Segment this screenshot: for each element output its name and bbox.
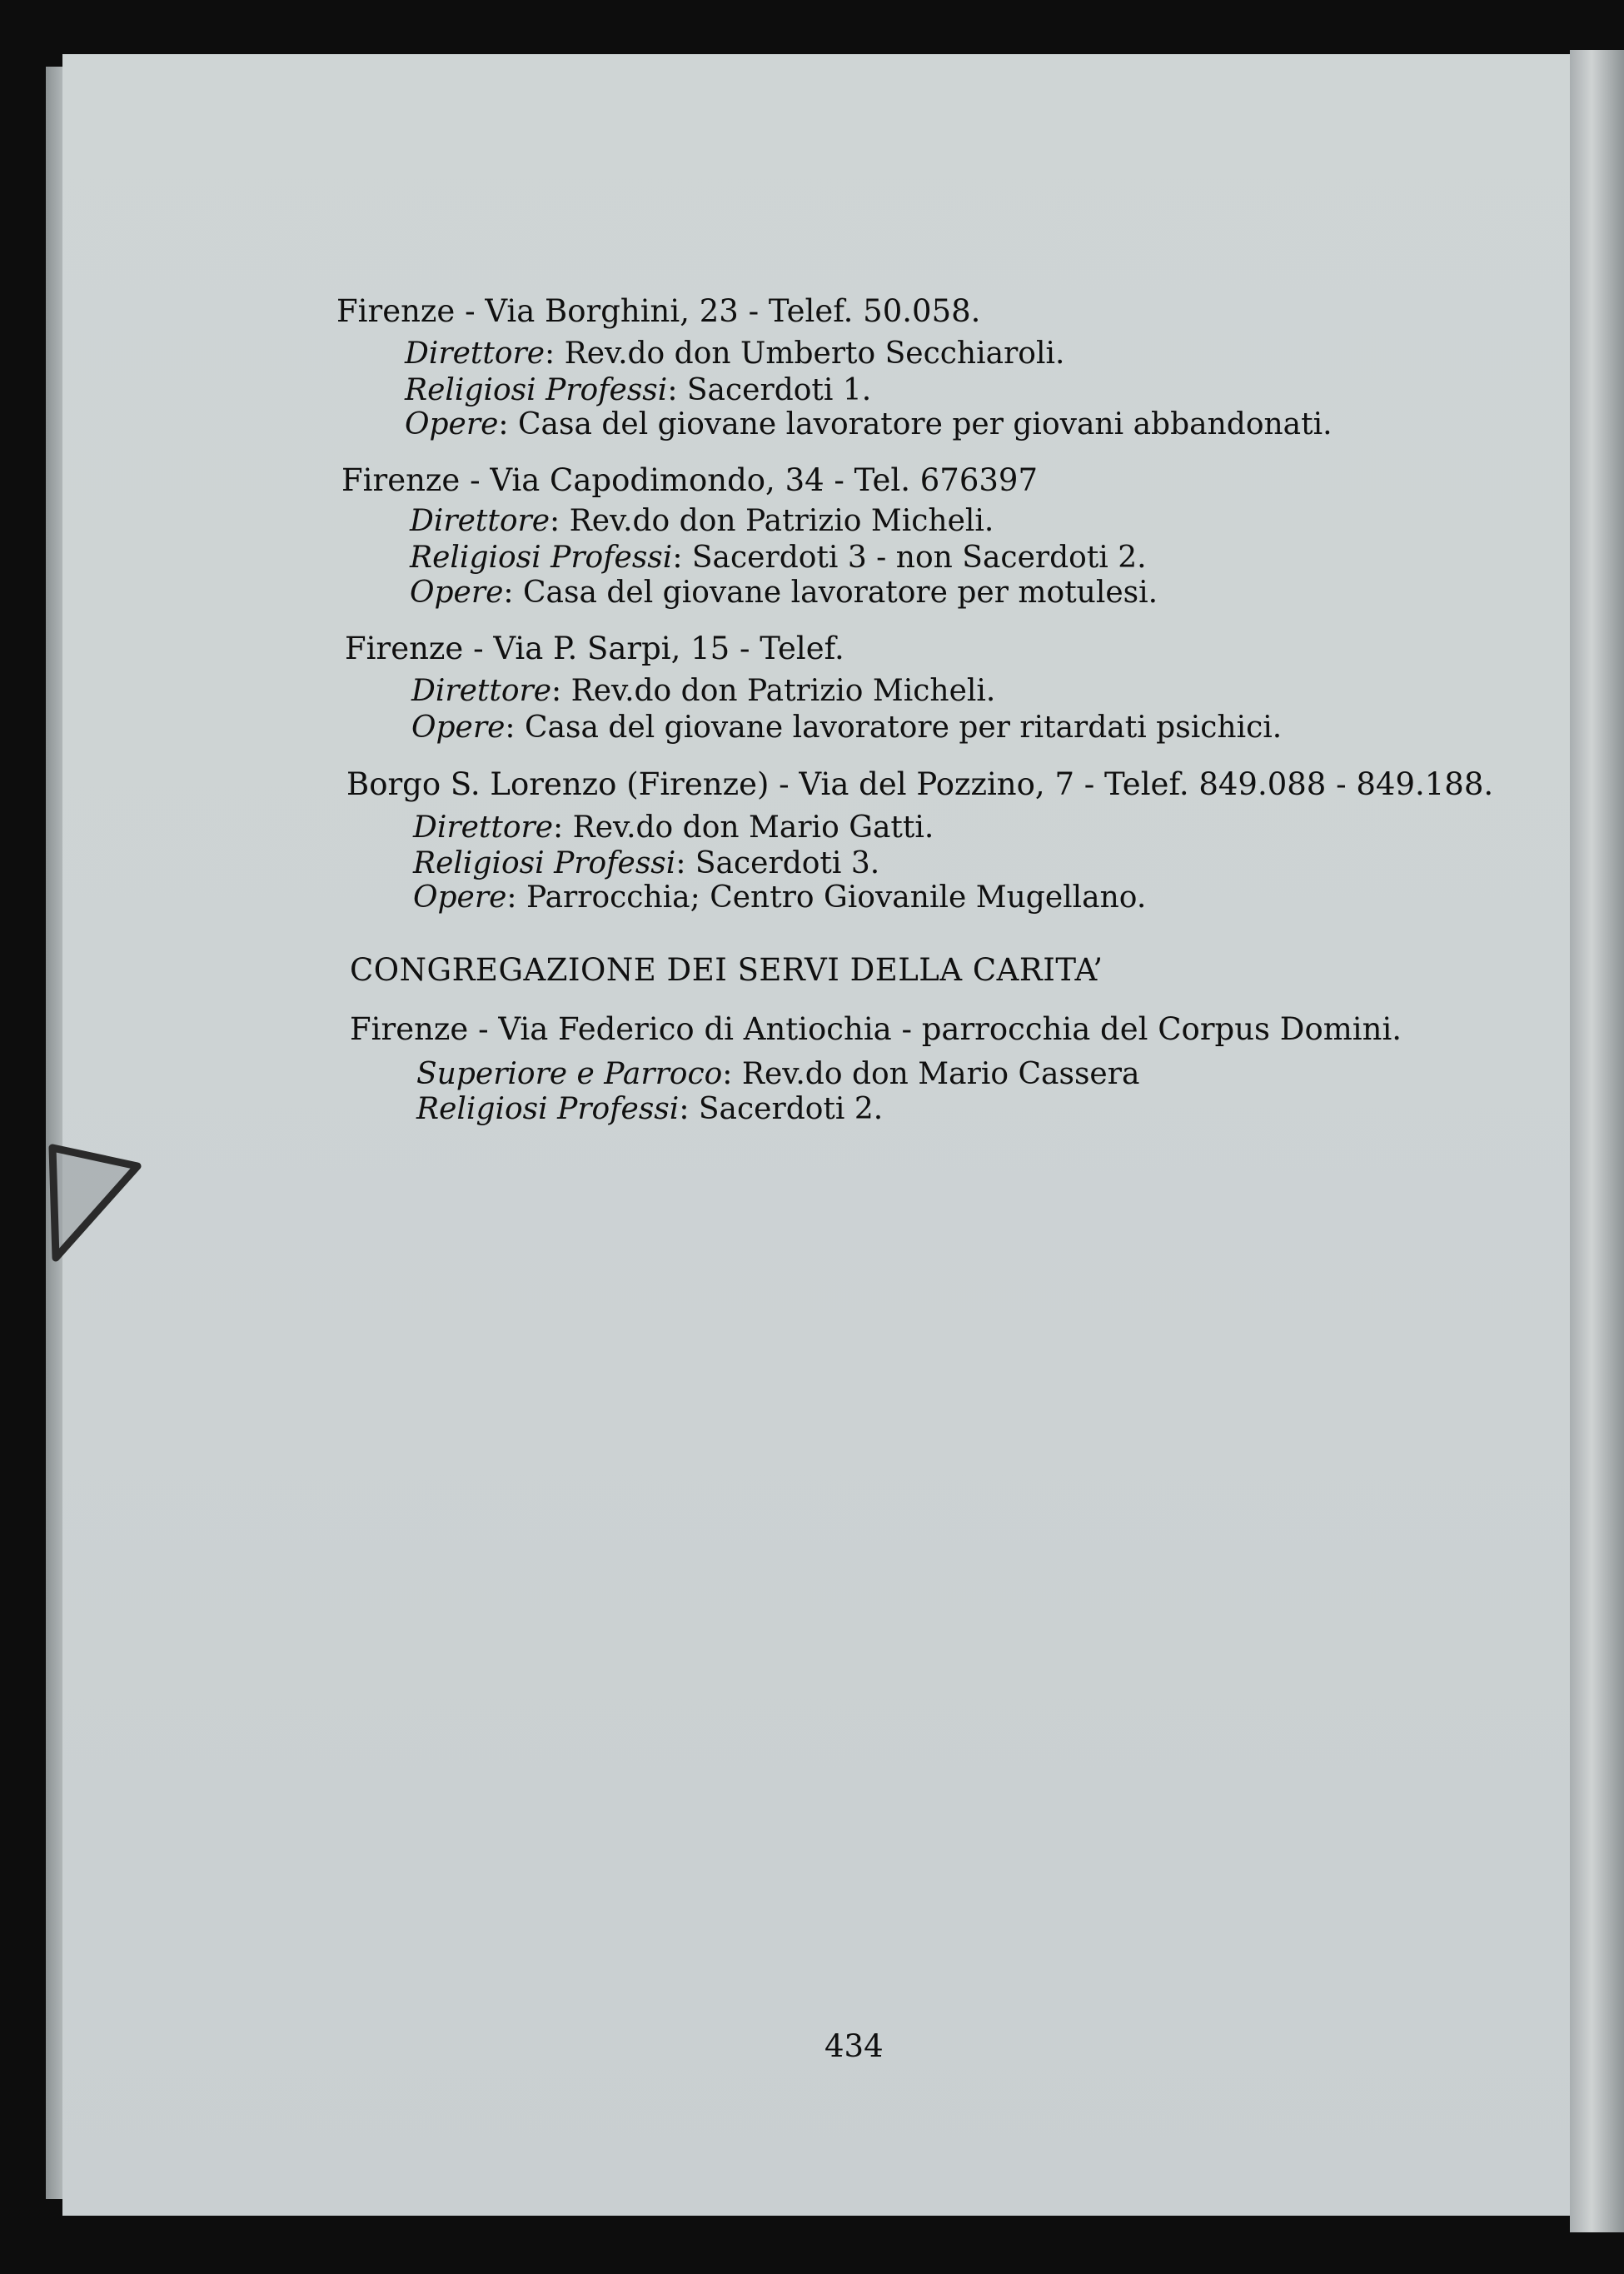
detail-value: Casa del giovane lavoratore per ritardati psichici. <box>524 711 1283 745</box>
detail-label: Direttore <box>405 337 545 371</box>
entry-address: Borgo S. Lorenzo (Firenze) - Via del Pozzino, 7 - Telef. 849.088 - 849.188. <box>346 766 1494 802</box>
entry-detail-line: Direttore: Rev.do don Patrizio Micheli. <box>410 504 994 538</box>
detail-value: Sacerdoti 2. <box>698 1092 884 1126</box>
detail-value: Rev.do don Patrizio Micheli. <box>570 674 996 708</box>
entry-detail-line: Opere: Casa del giovane lavoratore per giovani abbandonati. <box>405 407 1333 441</box>
detail-label: Direttore <box>411 674 552 708</box>
detail-value: Casa del giovane lavoratore per motulesi. <box>522 576 1158 610</box>
detail-label: Religiosi Professi <box>410 541 673 575</box>
detail-value: Sacerdoti 1. <box>686 373 872 407</box>
detail-value: Parrocchia; Centro Giovanile Mugellano. <box>526 880 1147 915</box>
entry-detail-line: Direttore: Rev.do don Umberto Secchiaroli. <box>405 337 1065 371</box>
entry-address: Firenze - Via Borghini, 23 - Telef. 50.058. <box>336 293 981 329</box>
detail-label: Direttore <box>413 810 554 845</box>
entry-detail-line: Religiosi Professi: Sacerdoti 2. <box>416 1092 884 1126</box>
entry-detail-line: Direttore: Rev.do don Mario Gatti. <box>413 810 934 845</box>
entry-address: Firenze - Via Federico di Antiochia - parrocchia del Corpus Domini. <box>350 1011 1402 1047</box>
entry-address: Firenze - Via Capodimondo, 34 - Tel. 676397 <box>341 462 1038 498</box>
detail-label: Opere <box>410 576 504 610</box>
detail-value: Rev.do don Umberto Secchiaroli. <box>564 337 1065 371</box>
section-heading: CONGREGAZIONE DEI SERVI DELLA CARITA’ <box>350 952 1103 988</box>
entry-address: Firenze - Via P. Sarpi, 15 - Telef. <box>345 631 844 666</box>
entry-detail-line: Opere: Casa del giovane lavoratore per motulesi. <box>410 576 1158 610</box>
entry-detail-line: Religiosi Professi: Sacerdoti 1. <box>405 373 872 407</box>
detail-value: Sacerdoti 3. <box>695 846 880 880</box>
detail-label: Religiosi Professi <box>413 846 676 880</box>
detail-label: Direttore <box>410 504 550 538</box>
detail-label: Religiosi Professi <box>405 373 668 407</box>
entry-detail-line: Religiosi Professi: Sacerdoti 3 - non Sacerdoti 2. <box>410 541 1147 575</box>
detail-value: Rev.do don Patrizio Micheli. <box>569 504 994 538</box>
detail-label: Opere <box>411 711 506 745</box>
entry-detail-line: Superiore e Parroco: Rev.do don Mario Cassera <box>416 1057 1140 1091</box>
detail-value: Rev.do don Mario Cassera <box>741 1057 1140 1091</box>
entry-detail-line: Opere: Casa del giovane lavoratore per ritardati psichici. <box>411 711 1283 745</box>
detail-value: Casa del giovane lavoratore per giovani abbandonati. <box>517 407 1333 441</box>
entry-detail-line: Direttore: Rev.do don Patrizio Micheli. <box>411 674 996 708</box>
detail-label: Superiore e Parroco <box>416 1057 723 1091</box>
detail-label: Opere <box>413 880 507 915</box>
detail-value: Rev.do don Mario Gatti. <box>572 810 934 845</box>
entry-detail-line: Religiosi Professi: Sacerdoti 3. <box>413 846 880 880</box>
entry-detail-line: Opere: Parrocchia; Centro Giovanile Mugellano. <box>413 880 1147 915</box>
detail-value: Sacerdoti 3 - non Sacerdoti 2. <box>691 541 1147 575</box>
page-number: 434 <box>824 2028 884 2064</box>
detail-label: Opere <box>405 407 499 441</box>
detail-label: Religiosi Professi <box>416 1092 680 1126</box>
